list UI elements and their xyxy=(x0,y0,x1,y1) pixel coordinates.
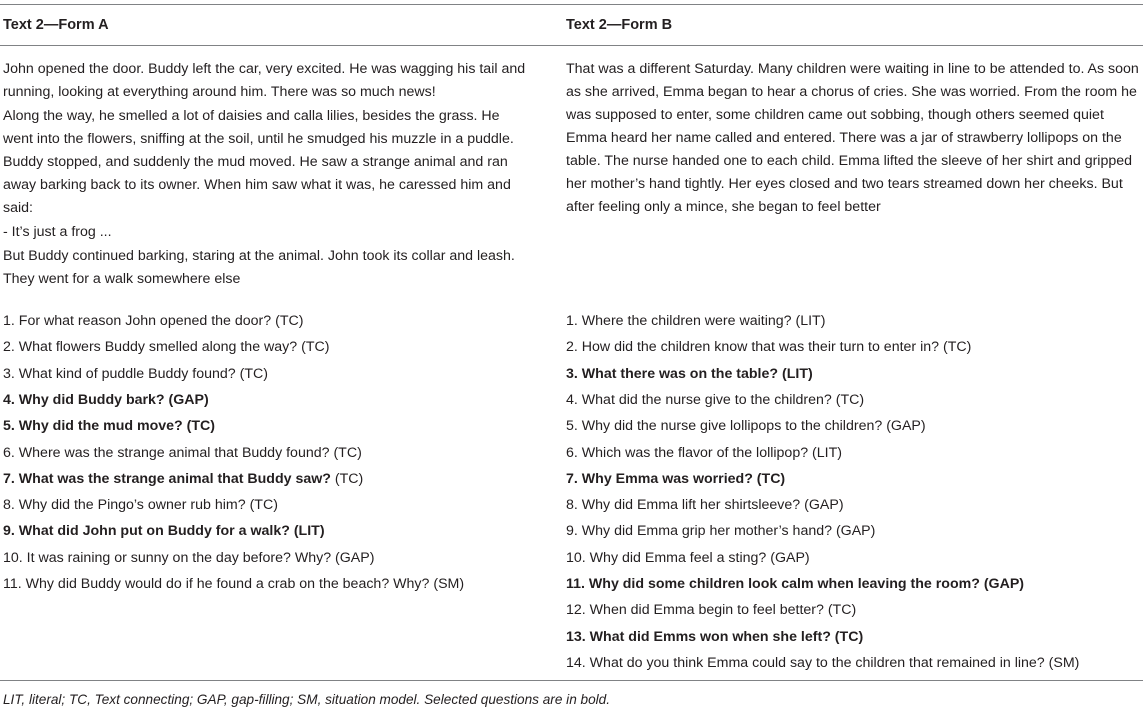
question-item xyxy=(566,364,813,384)
question-text: 11. Why did some children look calm when leaving the room? (GAP) xyxy=(566,576,1025,592)
question-tag: (LIT) xyxy=(791,313,826,329)
question-item xyxy=(566,548,810,568)
question-text: 3. What kind of puddle Buddy found? xyxy=(3,365,236,382)
question-text: 4. Why did Buddy bark? (GAP) xyxy=(3,391,209,408)
question-tag: (GAP) xyxy=(832,523,876,540)
bottom-rule xyxy=(0,680,1143,681)
question-tag: (TC) xyxy=(297,339,330,356)
question-text: 5. Why did the mud move? (TC) xyxy=(3,418,216,435)
question-text: 8. Why did Emma lift her shirtsleeve? xyxy=(566,497,801,514)
question-text: 8. Why did the Pingo’s owner rub him? xyxy=(3,497,246,514)
table-footnote: LIT, literal; TC, Text connecting; GAP, gap-filling; SM, situation model. Selected questions are in bold. xyxy=(3,692,611,707)
question-item xyxy=(566,627,863,647)
question-text: 1. For what reason John opened the door? xyxy=(3,313,272,329)
question-item xyxy=(3,390,209,410)
question-tag: (TC) xyxy=(271,313,304,329)
question-item xyxy=(3,443,362,463)
question-text: 11. Why did Buddy would do if he found a crab on the beach? Why? xyxy=(3,576,430,592)
question-text: 14. What do you think Emma could say to the children that remained in line? xyxy=(566,654,1045,671)
question-item xyxy=(3,548,374,568)
question-text: 12. When did Emma begin to feel better? xyxy=(566,602,824,619)
question-tag: (TC) xyxy=(823,602,857,619)
top-rule xyxy=(0,4,1143,5)
question-item xyxy=(566,600,856,620)
question-item xyxy=(566,653,1079,673)
question-tag: (TC) xyxy=(329,444,362,461)
question-item xyxy=(566,495,844,515)
question-tag: (TC) xyxy=(831,391,865,408)
question-text: 5. Why did the nurse give lollipops to the children? xyxy=(566,418,883,435)
form-a-paragraph: - It’s just a frog ... xyxy=(3,224,112,240)
header-rule xyxy=(0,45,1143,46)
form-b-paragraph: That was a different Saturday. Many children were waiting in line to be attended to. As soon as she arrived, Emma began to hear a chorus of cries. She was worried. From the room he was supposed to enter, some children came out sobbing, though others seemed quiet xyxy=(566,61,1139,123)
question-tag: (GAP) xyxy=(331,549,375,566)
question-text: 4. What did the nurse give to the children? xyxy=(566,391,832,408)
question-text: 6. Which was the flavor of the lollipop? xyxy=(566,444,809,461)
question-tag: (LIT) xyxy=(808,444,842,461)
form-b-passage xyxy=(566,58,1141,219)
question-item xyxy=(3,495,278,515)
question-text: 3. What there was on the table? (LIT) xyxy=(566,365,813,382)
question-tag: (GAP) xyxy=(882,418,926,435)
question-item xyxy=(566,337,971,357)
form-b-paragraph: Emma heard her name called and entered. There was a jar of strawberry lollipops on the table. The nurse handed one to each child. Emma lifted the sleeve of her shirt and gripped her mother’s hand tightly. Her eyes closed and two tears streamed down her cheeks. But after feeling only a mince, she began to feel better xyxy=(566,130,1133,215)
question-text: 6. Where was the strange animal that Buddy found? xyxy=(3,444,330,461)
form-a-paragraph: Along the way, he smelled a lot of daisies and calla lilies, besides the grass. He went into the flowers, sniffing at the soil, until he smudged his muzzle in a puddle. Buddy stopped, and suddenly the mud moved. He saw a strange animal and ran away barking back to its owner. When him saw what it was, he caressed him and said: xyxy=(3,108,514,216)
question-tag: (GAP) xyxy=(766,549,810,566)
question-text: 2. How did the children know that was their turn to enter in? xyxy=(566,339,940,356)
question-tag: (SM) xyxy=(1044,654,1080,671)
question-text: 7. Why Emma was worried? (TC) xyxy=(566,470,786,487)
question-item xyxy=(3,416,215,436)
question-item xyxy=(566,416,926,436)
question-tag: (TC) xyxy=(245,497,278,514)
question-item xyxy=(566,390,864,410)
question-item xyxy=(566,311,825,331)
question-item xyxy=(3,337,329,357)
question-tag: (TC) xyxy=(330,470,364,487)
question-text: 10. Why did Emma feel a sting? xyxy=(566,549,767,566)
question-text: 9. Why did Emma grip her mother’s hand? xyxy=(566,523,833,540)
question-item xyxy=(3,311,303,331)
question-item xyxy=(3,364,268,384)
question-text: 9. What did John put on Buddy for a walk? (LIT) xyxy=(3,523,325,540)
question-item xyxy=(3,521,325,541)
question-item xyxy=(566,469,785,489)
question-item xyxy=(3,469,363,489)
question-text: 2. What flowers Buddy smelled along the way? xyxy=(3,339,298,356)
form-a-paragraph: But Buddy continued barking, staring at the animal. John took its collar and leash. They went for a walk somewhere else xyxy=(3,248,515,287)
form-a-paragraph: John opened the door. Buddy left the car, very excited. He was wagging his tail and running, looking at everything around him. There was so much news! xyxy=(3,61,526,100)
question-text: 10. It was raining or sunny on the day before? Why? xyxy=(3,549,332,566)
header-form-b: Text 2—Form B xyxy=(566,17,673,33)
question-text: 7. What was the strange animal that Buddy saw? xyxy=(3,470,331,487)
question-text: 13. What did Emms won when she left? (TC) xyxy=(566,628,864,645)
question-item xyxy=(566,574,1024,594)
header-form-a: Text 2—Form A xyxy=(3,17,109,33)
question-item xyxy=(3,574,464,594)
question-item xyxy=(566,443,842,463)
question-tag: (SM) xyxy=(429,576,465,592)
question-tag: (GAP) xyxy=(800,497,844,514)
question-tag: (TC) xyxy=(939,339,972,356)
question-text: 1. Where the children were waiting? xyxy=(566,313,792,329)
form-a-passage xyxy=(3,58,548,291)
question-item xyxy=(566,521,875,541)
question-tag: (TC) xyxy=(235,365,268,382)
